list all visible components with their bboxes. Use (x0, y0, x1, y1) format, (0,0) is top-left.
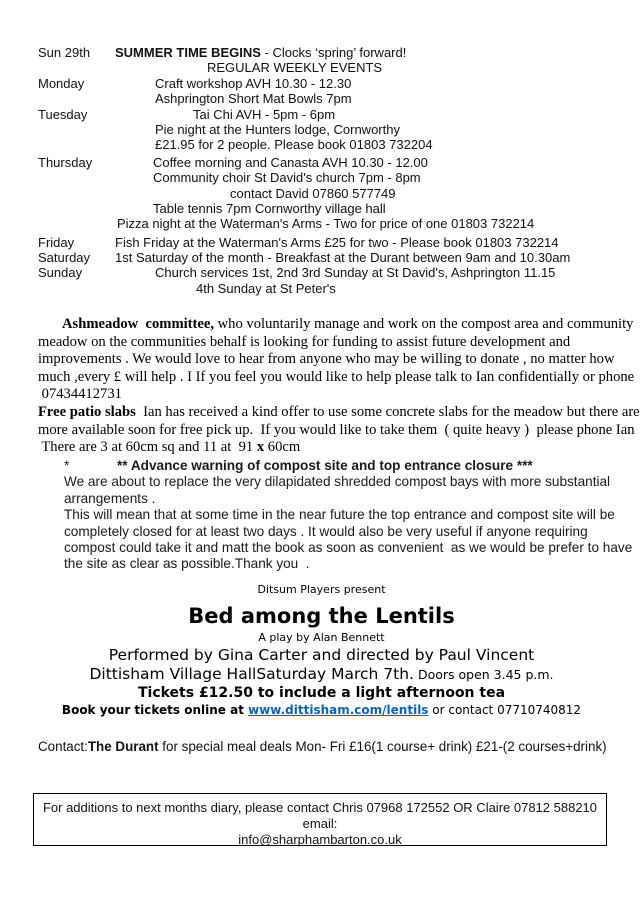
event-text: Craft workshop AVH 10.30 - 12.30 (155, 75, 352, 91)
paragraph-line: This will mean that at some time in the near future the top entrance and compost site will be (64, 507, 615, 523)
venue-line (0, 665, 643, 684)
paragraph-line: much ,every £ will help . I If you feel you would like to help please talk to Ian confidentially or phone (38, 368, 635, 385)
event-text: Table tennis 7pm Cornworthy village hall (153, 200, 386, 216)
day-label: Tuesday (38, 106, 88, 122)
event-text: Community choir St David's church 7pm - 8pm (153, 170, 421, 186)
event-text: contact David 07860 577749 (230, 185, 396, 201)
schedule-row (0, 201, 643, 216)
free-patio-slabs-heading: Free patio slabs (38, 403, 136, 420)
paragraph-line: compost could take it and matt the book as soon as convenient as we would be prefer to have (64, 540, 633, 556)
schedule-row (0, 122, 643, 137)
section-heading: REGULAR WEEKLY EVENTS (207, 60, 383, 76)
play-subtitle: A play by Alan Bennett (258, 631, 385, 644)
event-rest: - Clocks ‘spring’ forward! (260, 45, 407, 60)
booking-prefix: Book your tickets online at (61, 703, 249, 717)
paragraph-line: Free patio slabs Ian has received a kind offer to use some concrete slabs for the meadow but there are (38, 403, 640, 420)
day-label: Thursday (38, 154, 93, 170)
day-label: Saturday (38, 250, 91, 266)
warning-heading: ** Advance warning of compost site and top entrance closure *** (117, 458, 533, 473)
asterisk: * (64, 458, 70, 473)
phone-number: 07434412731 (38, 386, 122, 403)
event-text (115, 45, 406, 60)
paragraph-line: improvements . We would love to hear from anyone who may be willing to donate , no matter how (38, 351, 615, 368)
day-label: Monday (38, 75, 85, 91)
paragraph-line: arrangements . (64, 490, 156, 506)
event-text: 4th Sunday at St Peter's (196, 280, 336, 296)
schedule-row (0, 45, 643, 60)
paragraph-line: completely closed for at least two days . It would also be very useful if anyone requiring (64, 523, 588, 539)
diary-contact-text: For additions to next months diary, please contact Chris 07968 172552 OR Claire 07812 588210 email: (42, 800, 598, 831)
event-text: 1st Saturday of the month - Breakfast at the Durant between 9am and 10.30am (115, 250, 571, 266)
presenter-line: Ditsum Players present (257, 583, 386, 596)
schedule-row (0, 235, 643, 250)
schedule-row (0, 137, 643, 152)
event-text: Coffee morning and Canasta AVH 10.30 - 12.00 (153, 154, 428, 170)
day-label: Friday (38, 234, 75, 250)
schedule-row (0, 250, 643, 265)
ticket-price-line: Tickets £12.50 to include a light afternoon tea (137, 685, 506, 701)
diary-additions-box (33, 793, 607, 846)
compost-warning-section (64, 458, 633, 573)
event-text: Pizza night at the Waterman's Arms - Two for price of one 01803 732214 (117, 216, 535, 232)
durant-name: The Durant (87, 739, 159, 754)
booking-suffix: or contact 07710740812 (428, 703, 582, 717)
event-text: £21.95 for 2 people. Please book 01803 732204 (155, 137, 433, 153)
paragraph-line: more available soon for free pick up. If you would like to take them ( quite heavy ) please phone Ian (38, 421, 635, 438)
paragraph-line: There are 3 at 60cm sq and 11 at 91 x 60cm (38, 439, 301, 456)
schedule-row (0, 170, 643, 185)
event-text: Fish Friday at the Waterman's Arms £25 for two - Please book 01803 732214 (115, 234, 559, 250)
event-text: Pie night at the Hunters lodge, Cornworthy (155, 121, 400, 137)
warning-heading-line (64, 458, 624, 474)
schedule-row (0, 60, 643, 75)
schedule-row (0, 186, 643, 201)
play-announcement (0, 583, 643, 718)
paragraph-bold: Ashmeadow committee, (62, 316, 214, 332)
email-link[interactable]: info@sharphambarton.co.uk (238, 832, 402, 847)
schedule-row (0, 155, 643, 170)
schedule-row (0, 265, 643, 280)
durant-contact-line: Contact:The Durant for special meal deals Mon- Fri £16(1 course+ drink) £21-(2 courses+drink) (38, 739, 607, 754)
paragraph-line: We are about to replace the very dilapidated shredded compost bays with more substantial (64, 474, 611, 490)
schedule-row (0, 91, 643, 106)
schedule-row (0, 281, 643, 296)
paragraph-line: the site as clear as possible.Thank you . (64, 556, 310, 572)
ashmeadow-committee-paragraph (38, 316, 640, 457)
weekly-events-schedule (0, 45, 643, 296)
schedule-row (0, 76, 643, 91)
event-bold: SUMMER TIME BEGINS (115, 45, 261, 60)
schedule-row (0, 107, 643, 122)
paragraph-line: Ashmeadow committee, who voluntarily manage and work on the compost area and community (62, 316, 634, 332)
tickets-link[interactable]: www.dittisham.com/lentils (248, 703, 429, 717)
paragraph-line: meadow on the communities behalf is looking for funding to assist future development and (38, 333, 571, 350)
day-label: Sunday (38, 265, 83, 281)
schedule-row (0, 216, 643, 231)
event-text: Tai Chi AVH - 5pm - 6pm (193, 106, 336, 122)
event-text: Church services 1st, 2nd 3rd Sunday at St David's, Ashprington 11.15 (155, 265, 556, 281)
booking-line (0, 702, 643, 718)
play-title: Bed among the Lentils (188, 604, 455, 628)
day-label: Sun 29th (38, 45, 91, 60)
doors-open-text: Doors open 3.45 p.m. (413, 667, 554, 682)
venue-text: Dittisham Village HallSaturday March 7th. (89, 665, 414, 683)
performed-line: Performed by Gina Carter and directed by Paul Vincent (108, 646, 535, 664)
event-text: Ashprington Short Mat Bowls 7pm (155, 91, 352, 107)
